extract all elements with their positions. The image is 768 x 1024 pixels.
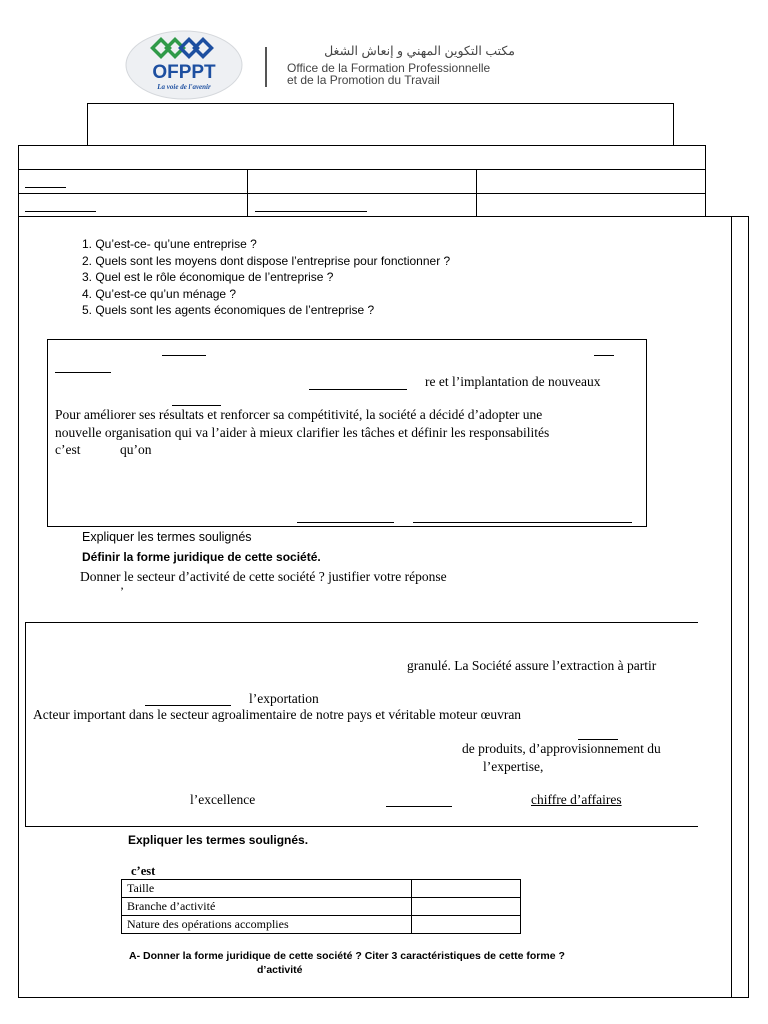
org-name-line2: et de la Promotion du Travail: [287, 73, 440, 87]
info-table: [18, 145, 706, 217]
case2-text: l’exportation: [249, 691, 319, 706]
blank-line: [25, 211, 96, 212]
blank-line: [25, 187, 66, 188]
blank-line: [55, 372, 111, 373]
question-item: 1. Qu’est-ce- qu’une entreprise ?: [82, 237, 257, 251]
instruction-explain-2: Expliquer les termes soulignés.: [128, 833, 309, 847]
blank-line: [162, 355, 206, 356]
blank-line: [255, 211, 367, 212]
blank-line: [309, 389, 407, 390]
case1-line: Pour améliorer ses résultats et renforcer sa compétitivité, la société a décidé d’adopter une: [55, 407, 543, 422]
org-name-line1: Office de la Formation Professionnelle: [287, 61, 491, 75]
case2-text: l’expertise,: [483, 759, 544, 774]
case1-quon: qu’on: [120, 442, 152, 457]
info-table-col-divider: [476, 169, 477, 217]
blank-line: [578, 739, 618, 740]
question-item: 3. Quel est le rôle économique de l’entreprise ?: [82, 270, 334, 284]
case2-text: granulé. La Société assure l’extraction à partir: [407, 658, 657, 673]
info-table-row-divider: [18, 193, 706, 194]
question-item: 5. Quels sont les agents économiques de l’entreprise ?: [82, 303, 375, 317]
table-row: [122, 880, 521, 898]
criteria-label: Nature des opérations accomplies: [122, 916, 412, 934]
question-a: A- Donner la forme juridique de cette société ? Citer 3 caractéristiques de cette forme ?: [129, 950, 565, 962]
blank-line: [594, 355, 614, 356]
case2-underlined-term: chiffre d’affaires: [531, 792, 622, 807]
blank-line: [172, 405, 221, 406]
question-a-activity: d’activité: [257, 964, 303, 976]
case1-cest: c’est: [55, 442, 81, 457]
right-margin-line: [731, 216, 732, 998]
case1-line: nouvelle organisation qui va l’aider à mieux clarifier les tâches et définir les responsabilités: [55, 425, 550, 440]
case1-fragment: re et l’implantation de nouveaux: [425, 374, 601, 389]
criteria-answer-cell[interactable]: [412, 916, 521, 934]
criteria-label: Taille: [122, 880, 412, 898]
instruction-sector: Donner le secteur d’activité de cette société ? justifier votre réponse: [80, 569, 447, 584]
criteria-table: [121, 879, 521, 934]
logo-text: OFPPT: [152, 62, 216, 83]
criteria-label: Branche d’activité: [122, 898, 412, 916]
case2-text: de produits, d’approvisionnement du: [462, 741, 661, 756]
case2-text: l’excellence: [190, 792, 256, 807]
instruction-cest: c’est: [131, 864, 156, 878]
blank-line: [145, 705, 231, 706]
case2-text: Acteur important dans le secteur agroalimentaire de notre pays et véritable moteur œuvran: [33, 707, 522, 722]
blank-line: [297, 522, 394, 523]
info-table-col-divider: [247, 169, 248, 217]
question-list: [82, 236, 450, 319]
criteria-answer-cell[interactable]: [412, 880, 521, 898]
question-item: 4. Qu’est-ce qu’un ménage ?: [82, 286, 237, 301]
blank-line: [386, 806, 452, 807]
info-table-row-divider: [18, 169, 706, 170]
title-box: [87, 103, 674, 146]
header-divider: [265, 47, 267, 87]
logo-tagline: La voie de l'avenir: [157, 83, 211, 91]
criteria-answer-cell[interactable]: [412, 898, 521, 916]
org-name-arabic: مكتب التكوين المهني و إنعاش الشغل: [324, 44, 515, 58]
instruction-explain: Expliquer les termes soulignés: [82, 530, 252, 544]
table-row: [122, 898, 521, 916]
stray-mark: ’: [120, 584, 124, 598]
logo: [125, 30, 243, 100]
table-row: [122, 916, 521, 934]
blank-line: [413, 522, 632, 523]
instruction-define: Définir la forme juridique de cette société.: [82, 550, 321, 564]
question-item: 2. Quels sont les moyens dont dispose l’entreprise pour fonctionner ?: [82, 253, 451, 268]
